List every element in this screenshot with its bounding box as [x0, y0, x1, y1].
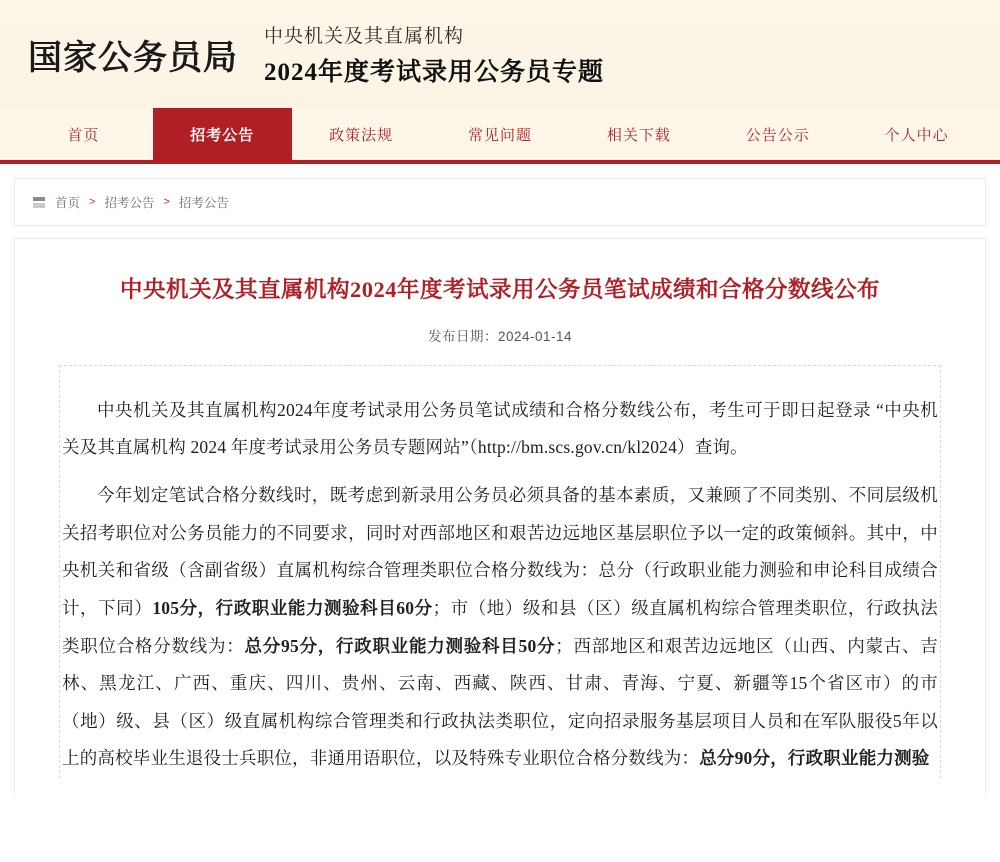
article-paragraph-2 — [62, 477, 938, 778]
site-header — [0, 0, 1000, 108]
breadcrumb — [14, 178, 986, 226]
breadcrumb-separator: > — [163, 196, 170, 208]
article-card — [14, 238, 986, 798]
site-logo-text: 国家公务员局 — [28, 39, 238, 77]
paragraph-segment-bold: 总分95分，行政职业能力测验科目50分 — [244, 635, 556, 656]
paragraph-segment: ；西部地区和艰苦边远地区（山西、内蒙古、吉林、黑龙江、广西、重庆、四川、贵州、云南、西藏、陕西、甘肃、青海、宁夏、新疆等15个省区市）的市（地）级、县（区）级直属机构综合管理类和行政执法类职位，定向招录服务基层项目人员和在军队服役5年以上的高校毕业生退役士兵职位，非通用语职位，以及特殊专业职位合格分数线为： — [62, 635, 938, 769]
document-icon — [33, 197, 45, 208]
paragraph-segment: 中央机关及其直属机构2024年度考试录用公务员笔试成绩和合格分数线公布，考生可于即日起登录 “中央机关及其直属机构 2024 年度考试录用公务员专题网站”（http://bm.scs.gov.cn/kl2024）查询。 — [62, 399, 938, 458]
paragraph-segment: ；市（地）级和县（区）级直属机构综合管理类职位，行政执法类职位合格分数线为： — [62, 597, 938, 656]
publish-date — [59, 325, 941, 345]
publish-date-label: 发布日期： — [427, 328, 498, 344]
nav-item-policies[interactable]: 政策法规 — [329, 126, 394, 144]
main-nav-bar — [0, 108, 1000, 164]
publish-date-value: 2024-01-14 — [497, 328, 573, 344]
breadcrumb-separator: > — [89, 196, 96, 208]
breadcrumb-wrap — [0, 164, 1000, 226]
nav-item-recruitment-announcement[interactable]: 招考公告 — [153, 108, 292, 160]
main-nav — [14, 108, 986, 160]
breadcrumb-item-announcement[interactable]: 招考公告 — [104, 196, 155, 210]
header-titles — [264, 21, 604, 88]
article-paragraph-1 — [62, 392, 938, 467]
nav-item-home[interactable]: 首页 — [67, 126, 100, 144]
nav-item-downloads[interactable]: 相关下载 — [606, 126, 671, 144]
breadcrumb-item-current: 招考公告 — [178, 196, 229, 210]
nav-item-public-notices[interactable]: 公告公示 — [745, 126, 810, 144]
header-subtitle: 中央机关及其直属机构 — [264, 25, 465, 47]
nav-item-faq[interactable]: 常见问题 — [468, 126, 533, 144]
paragraph-segment-bold: 105分，行政职业能力测验科目60分 — [152, 597, 433, 618]
nav-item-personal-center[interactable]: 个人中心 — [884, 126, 949, 144]
article-body — [59, 365, 941, 778]
breadcrumb-item-home[interactable]: 首页 — [55, 196, 81, 210]
article-card-wrap — [0, 226, 1000, 798]
header-title: 2024年度考试录用公务员专题 — [264, 58, 605, 86]
paragraph-segment-bold: 总分90分，行政职业能力测验 — [699, 748, 930, 769]
paragraph-segment: 今年划定笔试合格分数线时，既考虑到新录用公务员必须具备的基本素质，又兼顾了不同类别、不同层级机关招考职位对公务员能力的不同要求，同时对西部地区和艰苦边远地区基层职位予以一定的政策倾斜。其中，中央机关和省级（含副省级）直属机构综合管理类职位合格分数线为：总分（行政职业能力测验和申论科目成绩合计，下同） — [62, 485, 938, 618]
page-title: 中央机关及其直属机构2024年度考试录用公务员笔试成绩和合格分数线公布 — [119, 277, 880, 302]
